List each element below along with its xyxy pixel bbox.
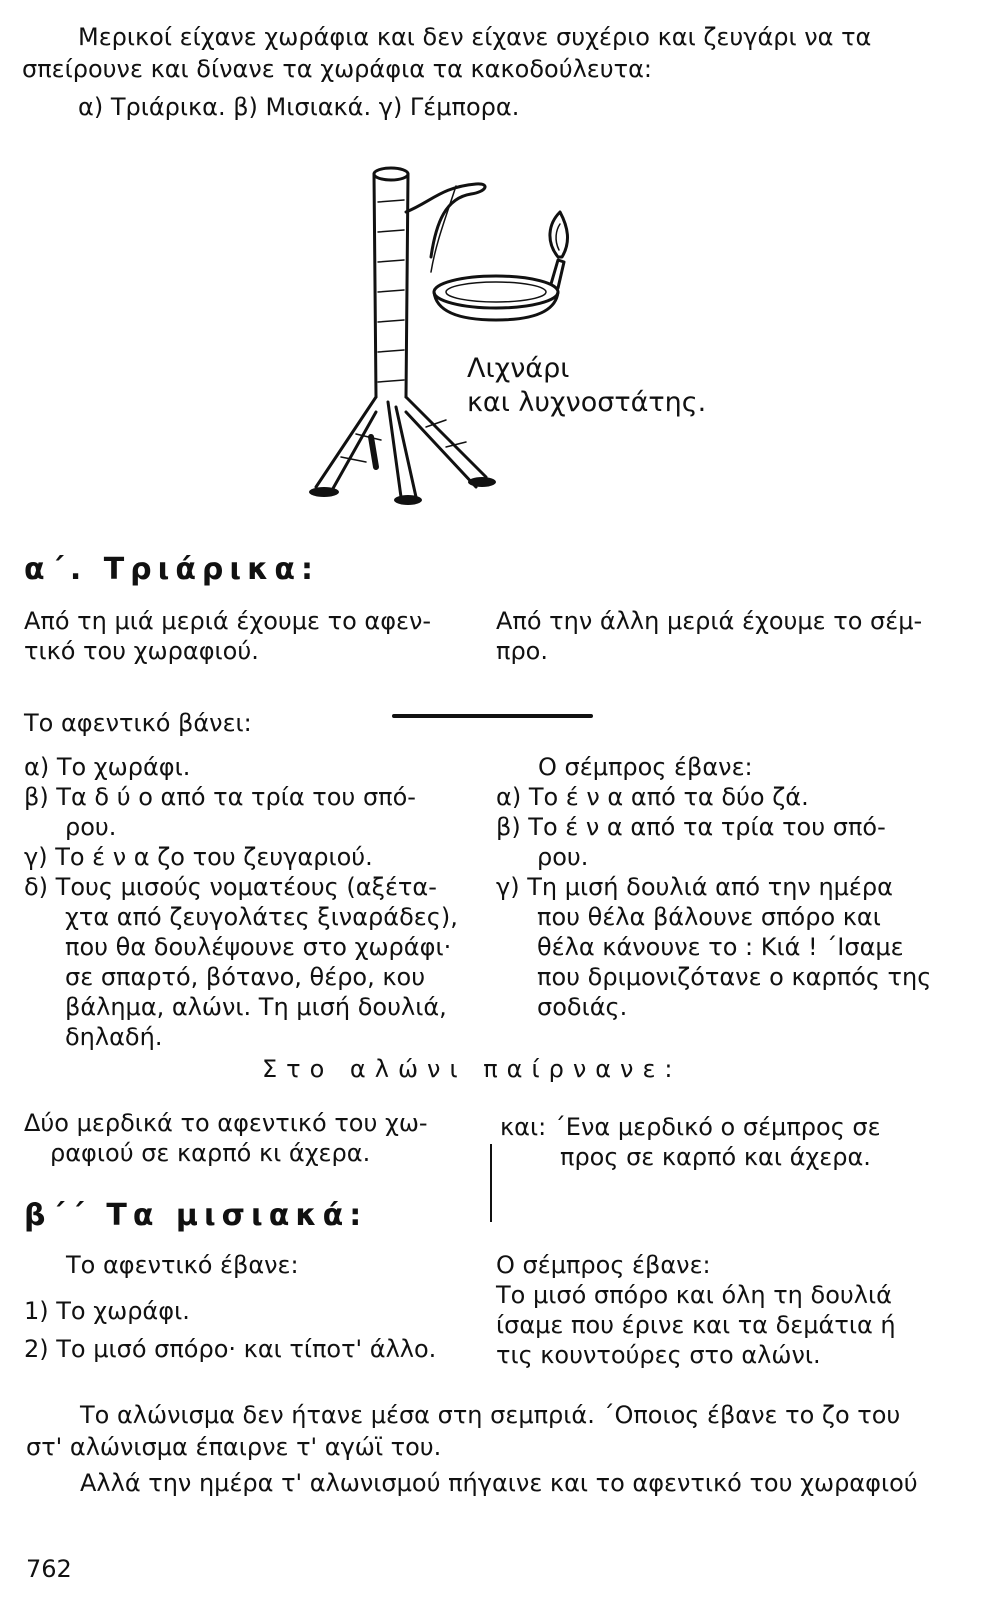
oil-lamp-stand-icon [296, 162, 596, 512]
divider [392, 714, 593, 718]
list-item: 1) Το χωράφι. [24, 1297, 190, 1325]
split-left-line: ραφιού σε καρπό κι άχερα. [50, 1139, 371, 1167]
page-number: 762 [26, 1555, 72, 1583]
closing-line-2: στ' αλώνισμα έπαιρνε τ' αγώϊ του. [26, 1433, 442, 1461]
owner-label-b: Το αφεντικό έβανε: [66, 1251, 299, 1279]
list-item-continuation: που δριμονιζότανε ο καρπός της [537, 963, 932, 991]
list-item-continuation: ρου. [65, 813, 117, 841]
list-item: β) Τα δ ύ ο από τα τρία του σπό- [24, 783, 416, 811]
split-left [24, 1108, 428, 1168]
list-item-continuation: χτα από ζευγολάτες ξιναράδες), [65, 903, 458, 931]
left-intro [24, 606, 431, 666]
list-item: α) Το χωράφι. [24, 753, 191, 781]
closing-line-3: Αλλά την ημέρα τ' αλωνισμού πήγαινε και το αφεντικό του χωραφιού [80, 1469, 918, 1497]
threshing-heading: Στο αλώνι παίρνανε: [262, 1055, 682, 1083]
list-item-continuation: σε σπαρτό, βότανο, θέρο, κου [65, 963, 426, 991]
list-item-continuation: ρου. [537, 843, 589, 871]
split-right-line: προς σε καρπό και άχερα. [560, 1143, 871, 1171]
intro-line-3: α) Τριάρικα. β) Μισιακά. γ) Γέμπορα. [78, 93, 520, 121]
right-intro-line: προ. [496, 637, 548, 665]
left-intro-line: τικό του χωραφιού. [24, 637, 259, 665]
caption-line-1: Λιχνάρι [467, 353, 570, 384]
list-item: 2) Το μισό σπόρο· και τίποτ' άλλο. [24, 1335, 437, 1363]
split-left-line: Δύο μερδικά το αφεντικό του χω- [24, 1109, 428, 1137]
semproi-label: Ο σέμπρος έβανε: [538, 753, 753, 781]
owner-items [24, 752, 458, 1052]
list-item-continuation: βάλημα, αλώνι. Τη μισή δουλιά, [65, 993, 447, 1021]
caption-line-2: και λυχνοστάτης. [467, 387, 707, 418]
list-item-continuation: θέλα κάνουνε το : Κιά ! ΄Ισαμε [537, 933, 904, 961]
list-item-continuation: που θέλα βάλουνε σπόρο και [537, 903, 881, 931]
column-bracket [490, 1144, 492, 1222]
list-item: δ) Τους μισούς νοματέους (αξέτα- [24, 873, 437, 901]
illustration-caption [467, 352, 706, 420]
right-intro [496, 606, 922, 666]
list-item-continuation: που θα δουλέψουνε στο χωράφι· [65, 933, 452, 961]
semproi-line: ίσαμε που έρινε και τα δεμάτια ή [496, 1311, 896, 1339]
list-item-continuation: δηλαδή. [65, 1023, 163, 1051]
list-item: γ) Το έ ν α ζο του ζευγαριού. [24, 843, 373, 871]
semproi-label-b: Ο σέμπρος έβανε: [496, 1251, 711, 1279]
closing-line-1: Το αλώνισμα δεν ήτανε μέσα στη σεμπριά. ΄Οποιος έβανε το ζο του [80, 1401, 901, 1429]
split-right [500, 1112, 881, 1172]
intro-line-1: Μερικοί είχανε χωράφια και δεν είχανε συχέριο και ζευγάρι να τα [78, 23, 872, 51]
intro-line-2: σπείρουνε και δίνανε τα χωράφια τα κακοδούλευτα: [22, 55, 652, 83]
section-a-heading: α΄. Τριάρικα: [24, 552, 320, 587]
right-intro-line: Από την άλλη μεριά έχουμε το σέμ- [496, 607, 923, 635]
semproi-b [496, 1250, 896, 1370]
list-item-continuation: σοδιάς. [537, 993, 628, 1021]
owner-label: Το αφεντικό βάνει: [24, 709, 252, 737]
semproi-line: Το μισό σπόρο και όλη τη δουλιά [496, 1281, 892, 1309]
split-right-line: και: ΄Ενα μερδικό ο σέμπρος σε [500, 1113, 881, 1141]
list-item: β) Το έ ν α από τα τρία του σπό- [496, 813, 886, 841]
left-intro-line: Από τη μιά μεριά έχουμε το αφεν- [24, 607, 432, 635]
list-item: γ) Τη μισή δουλιά από την ημέρα [496, 873, 893, 901]
semproi-line: τις κουντούρες στο αλώνι. [496, 1341, 821, 1369]
section-b-heading: β΄΄ Τα μισιακά: [24, 1198, 368, 1233]
list-item: α) Το έ ν α από τα δύο ζά. [496, 783, 809, 811]
semproi-items [496, 752, 931, 1022]
